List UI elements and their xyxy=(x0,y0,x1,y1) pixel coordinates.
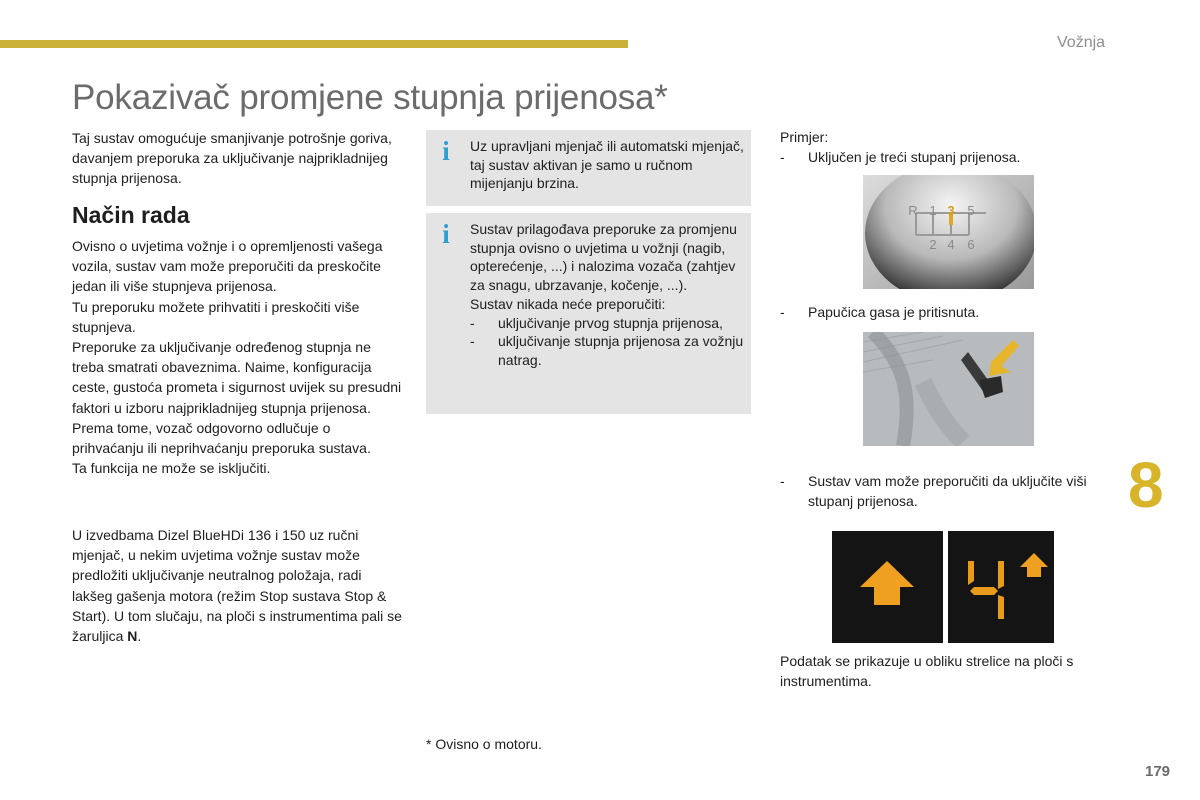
info-box-2 xyxy=(426,213,751,414)
gear-label: 6 xyxy=(967,237,975,252)
info-box-text xyxy=(470,220,745,370)
info-box-text: Uz upravljani mjenjač ili automatski mjenjač, taj sustav aktivan je samo u ručnom mijenjanju brzina. xyxy=(470,138,744,192)
list-item xyxy=(780,471,1120,511)
display-caption: Podatak se prikazuje u obliku strelice na ploči s instrumentima. xyxy=(780,653,1074,690)
info-box-1 xyxy=(426,130,751,206)
gear-label: 2 xyxy=(929,237,937,252)
paragraph-text: U izvedbama Dizel BlueHDi 136 i 150 uz ručni mjenjač, u nekim uvjetima vožnje sustav može predložiti uključivanje neutralnog položaja, radi lakšeg gašenja motora (režim Stop sustava Stop & Start). U tom slučaju, na ploči s instrumentima pali se žaruljica xyxy=(72,527,402,645)
section-subheading: Način rada xyxy=(72,202,190,228)
paragraph-end: . xyxy=(137,628,142,645)
gear-knob-illustration xyxy=(863,175,1034,289)
list-item xyxy=(470,332,745,369)
info-icon: i xyxy=(442,219,450,249)
operation-text xyxy=(72,236,402,478)
gear-knob-image xyxy=(863,175,1034,289)
gear-label: 4 xyxy=(947,237,955,252)
paragraph: Tu preporuku možete prihvatiti i preskočiti više stupnjeva. xyxy=(72,298,360,335)
example-item-2 xyxy=(780,302,1120,322)
indicator-letter: N xyxy=(127,628,138,645)
info-paragraph: Sustav prilagođava preporuke za promjenu stupnja ovisno o uvjetima u vožnji (nagib, opterećenje, ...) i nalozima vozača (zahtjev za snagu, ubrzavanje, kočenje, ...). xyxy=(470,221,737,294)
example-label: Primjer: xyxy=(780,129,829,145)
page-number: 179 xyxy=(1145,763,1171,780)
list-dash: - xyxy=(470,333,475,350)
list-dash: - xyxy=(780,473,785,489)
page-title: Pokazivač promjene stupnja prijenosa* xyxy=(72,78,668,117)
bluehdi-paragraph xyxy=(72,525,402,646)
list-item-text: uključivanje prvog stupnja prijenosa, xyxy=(498,314,723,331)
list-item xyxy=(780,302,1120,322)
section-label: Vožnja xyxy=(1057,34,1106,51)
info-icon: i xyxy=(442,136,450,166)
gear-label-active: 3 xyxy=(947,203,955,218)
gear-recommendation-display xyxy=(948,531,1054,643)
intro-text: Taj sustav omogućuje smanjivanje potrošnje goriva, davanjem preporuka za uključivanje najprikladnijeg stupnja prijenosa. xyxy=(72,130,392,187)
list-item-text: uključivanje stupnja prijenosa za vožnju natrag. xyxy=(498,333,744,368)
chapter-number: 8 xyxy=(1128,449,1164,521)
exclusion-list xyxy=(470,314,745,370)
digit-four-display xyxy=(948,531,1054,643)
paragraph: Ta funkcija ne može se isključiti. xyxy=(72,460,271,477)
paragraph: Ovisno o uvjetima vožnje i o opremljenosti vašega vozila, sustav vam može preporučiti da preskočite jedan ili više stupnjeva prijenosa. xyxy=(72,238,383,295)
up-arrow-icon xyxy=(832,531,943,643)
gear-label: 1 xyxy=(929,203,937,218)
list-item-text: Uključen je treći stupanj prijenosa. xyxy=(808,149,1021,165)
example-item-3 xyxy=(780,471,1120,511)
gear-label: R xyxy=(908,203,918,218)
header-rule xyxy=(0,40,628,48)
accelerator-pedal-image xyxy=(863,332,1034,446)
pedal-illustration xyxy=(863,332,1034,446)
list-item xyxy=(780,147,1120,167)
list-item-text: Papučica gasa je pritisnuta. xyxy=(808,304,980,320)
example-item-1 xyxy=(780,147,1120,167)
info-paragraph: Sustav nikada neće preporučiti: xyxy=(470,295,666,312)
gear-label: 5 xyxy=(967,203,975,218)
list-dash: - xyxy=(780,304,785,320)
list-dash: - xyxy=(470,314,475,331)
list-dash: - xyxy=(780,149,785,165)
footnote: * Ovisno o motoru. xyxy=(426,736,542,752)
list-item-text: Sustav vam može preporučiti da uključite viši stupanj prijenosa. xyxy=(808,473,1087,510)
paragraph: Preporuke za uključivanje određenog stupnja ne treba smatrati obaveznima. Naime, konfiguracija ceste, gustoća prometa i sigurnost uvijek su presudni faktori u izboru najprikladnijeg stupnja prijenosa. Prema tome, vozač odgovorno odlučuje o prihvaćanju ili neprihvaćanju preporuka sustava. xyxy=(72,339,402,457)
list-item xyxy=(470,314,745,333)
upshift-arrow-display xyxy=(832,531,943,643)
